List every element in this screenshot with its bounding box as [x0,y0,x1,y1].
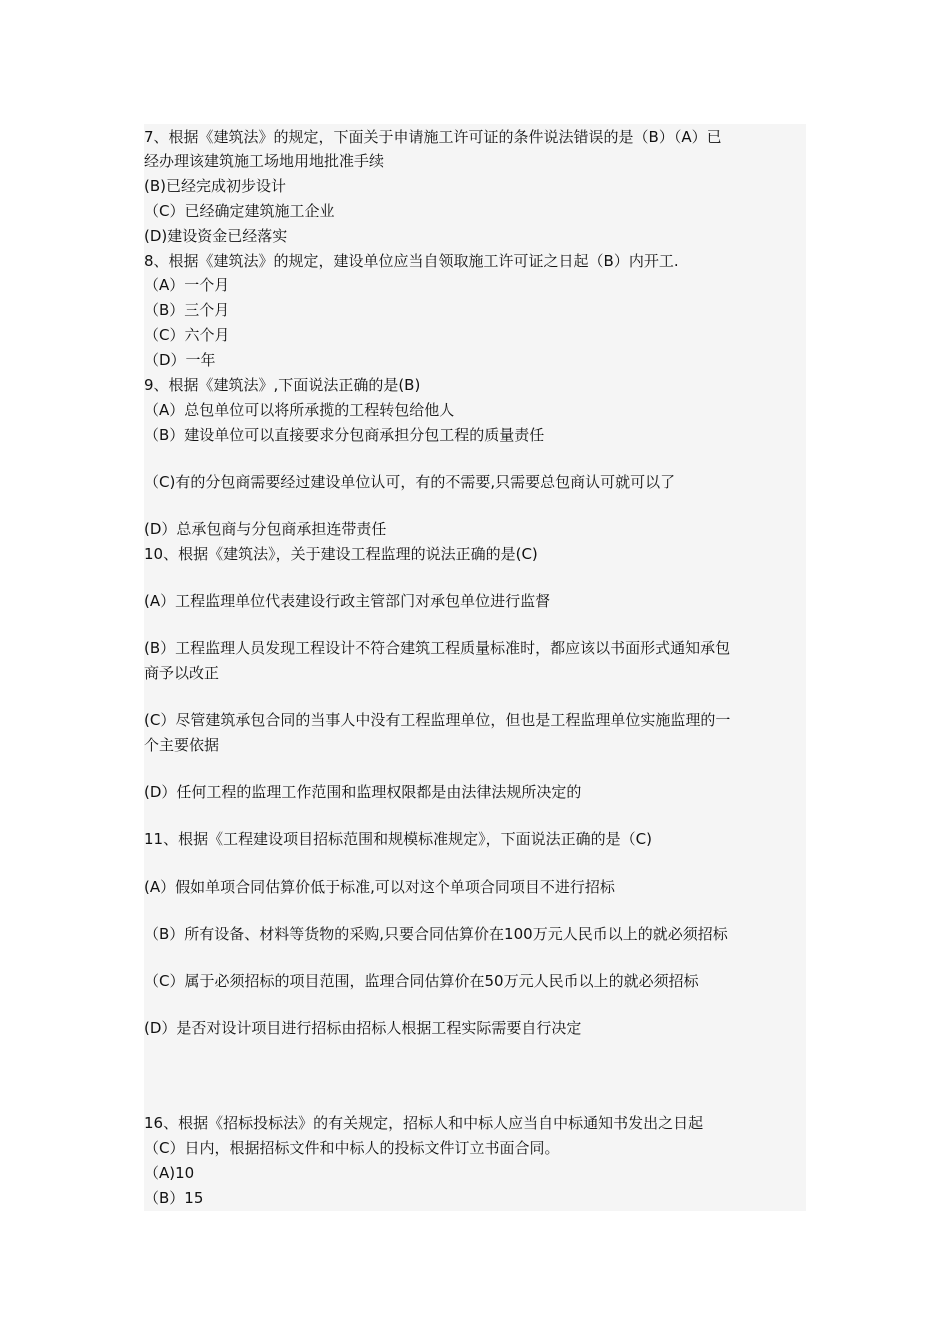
q11-option-c: （C）属于必须招标的项目范围，监理合同估算价在50万元人民币以上的就必须招标 [144,972,699,990]
q7-stem-line2: 经办理该建筑施工场地用地批准手续 [144,152,385,170]
q11-option-a: (A）假如单项合同估算价低于标准,可以对这个单项合同项目不进行招标 [144,878,615,896]
q10-option-c-l1: (C）尽管建筑承包合同的当事人中没有工程监理单位，但也是工程监理单位实施监理的一 [144,711,731,729]
q7-option-c: （C）已经确定建筑施工企业 [144,202,335,220]
q9-option-c: （C)有的分包商需要经过建设单位认可，有的不需要,只需要总包商认可就可以了 [144,473,676,491]
q10-option-a: (A）工程监理单位代表建设行政主管部门对承包单位进行监督 [144,592,551,610]
q7-option-d: (D)建设资金已经落实 [144,227,288,245]
q16-stem-line2: （C）日内，根据招标文件和中标人的投标文件订立书面合同。 [144,1139,560,1157]
q16-option-b: （B）15 [144,1189,204,1207]
q10-option-c-l2: 个主要依据 [144,736,220,754]
q16-option-a: （A)10 [144,1164,195,1182]
q10-option-b-l2: 商予以改正 [144,664,220,682]
q7-stem-line1: 7、根据《建筑法》的规定，下面关于申请施工许可证的条件说法错误的是（B）（A）已 [144,128,722,146]
q11-option-b: （B）所有设备、材料等货物的采购,只要合同估算价在100万元人民币以上的就必须招标 [144,925,728,943]
q11-stem: 11、根据《工程建设项目招标范围和规模标准规定》，下面说法正确的是（C) [144,830,652,848]
q9-option-b: （B）建设单位可以直接要求分包商承担分包工程的质量责任 [144,426,545,444]
q8-option-a: （A）一个月 [144,276,230,294]
q8-option-b: （B）三个月 [144,301,230,319]
q8-option-c: （C）六个月 [144,326,230,344]
q10-option-b-l1: (B）工程监理人员发现工程设计不符合建筑工程质量标准时，都应该以书面形式通知承包 [144,639,731,657]
q9-option-d: (D）总承包商与分包商承担连带责任 [144,520,387,538]
q10-option-d: (D）任何工程的监理工作范围和监理权限都是由法律法规所决定的 [144,783,582,801]
q8-option-d: （D）一年 [144,351,216,369]
q9-stem: 9、根据《建筑法》,下面说法正确的是(B) [144,376,421,394]
q7-option-b: (B)已经完成初步设计 [144,177,286,195]
document-body [144,124,806,1211]
q9-option-a: （A）总包单位可以将所承揽的工程转包给他人 [144,401,455,419]
q10-stem: 10、根据《建筑法》，关于建设工程监理的说法正确的是(C) [144,545,538,563]
q16-stem-line1: 16、根据《招标投标法》的有关规定，招标人和中标人应当自中标通知书发出之日起 [144,1114,704,1132]
q11-option-d: (D）是否对设计项目进行招标由招标人根据工程实际需要自行决定 [144,1019,582,1037]
q8-stem: 8、根据《建筑法》的规定，建设单位应当自领取施工许可证之日起（B）内开工. [144,252,679,270]
